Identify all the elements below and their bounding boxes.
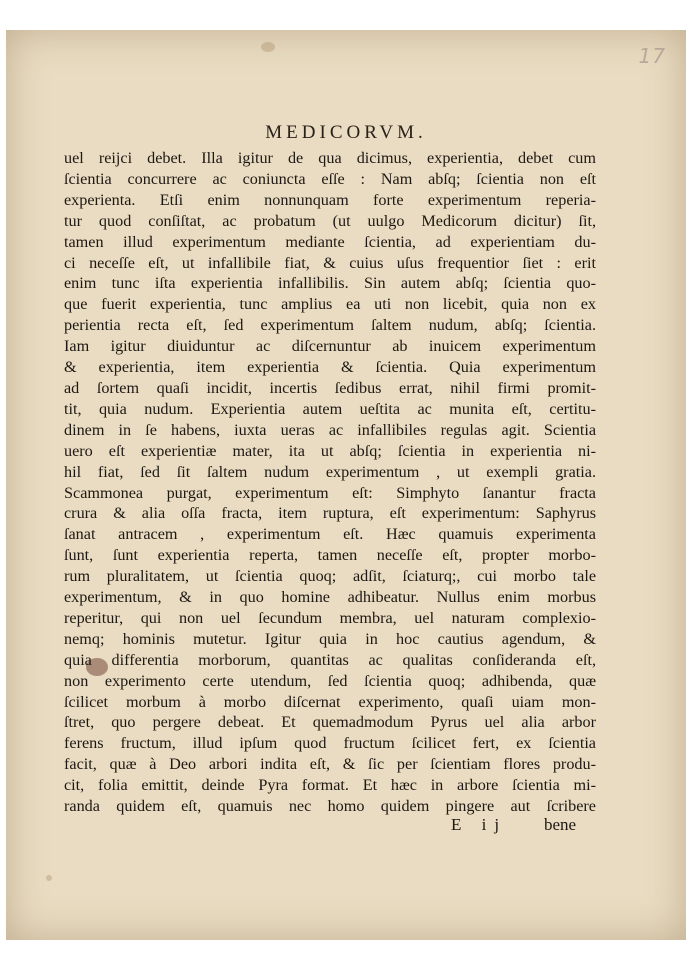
text-line: tit, quia nudum. Experientia autem ueſtita ac munita eſt, certitu- — [64, 399, 596, 418]
text-line: ad ſortem quaſi incidit, incertis ſedibus errat, nihil firmi promit- — [64, 378, 596, 397]
text-line: dinem in ſe habens, iuxta ueras ac infallibiles regulas agit. Scientia — [64, 420, 596, 439]
text-line: experimentum, & in quo homine adhibeatur. Nullus enim morbus — [64, 588, 596, 607]
text-line: perientia recta eſt, ſed experimentum ſaltem nudum, abſq; ſcientia. — [64, 316, 596, 335]
text-line: cit, folia emittit, deinde Pyra format. Et hæc in arbore ſcientia mi- — [64, 776, 596, 795]
text-line: ſcientia concurrere ac coniuncta eſſe : Nam abſq; ſcientia non eſt — [64, 169, 596, 188]
text-line: uel reijci debet. Illa igitur de qua dicimus, experientia, debet cum — [64, 149, 596, 167]
text-line: ferens fructum, illud ipſum quod fructum ſcilicet fert, ex ſcientia — [64, 734, 596, 753]
text-line: crura & alia oſſa fracta, item ruptura, eſt experimentum: Saphyrus — [64, 504, 596, 523]
catchword: bene — [544, 815, 577, 834]
text-line: que fuerit experientia, tunc amplius ea uti non licebit, quia non ex — [64, 295, 596, 314]
text-line: non experimento certe utendum, ſed ſcientia quoq; adhibenda, quæ — [64, 671, 596, 690]
text-line: ſanat antracem , experimentum eſt. Hæc quamuis experimenta — [64, 525, 596, 544]
text-line: ſunt, ſunt experientia reperta, tamen neceſſe eſt, propter morbo- — [64, 546, 596, 565]
text-line: ſcilicet morbum à morbo diſcernat experimento, quaſi uiam mon- — [64, 692, 596, 711]
text-line: experienta. Etſi enim nonnunquam forte experimentum reperia- — [64, 190, 596, 209]
text-line: Scammonea purgat, experimentum eſt: Simphyto ſanantur fracta — [64, 483, 596, 502]
text-line: randa quidem eſt, quamuis nec homo quidem pingere aut ſcribere — [64, 797, 596, 816]
text-line: ci neceſſe eſt, ut infallibile fiat, & cuius uſus frequentior ſiet : erit — [64, 253, 596, 272]
text-line: ſtret, quo pergere debeat. Et quemadmodum Pyrus uel alia arbor — [64, 713, 596, 732]
page-number: 17 — [638, 44, 666, 68]
text-line: facit, quæ à Deo arbori indita eſt, & ſic per ſcientiam flores produ- — [64, 755, 596, 774]
running-title: MEDICORVM. — [265, 122, 427, 143]
text-line: rum pluralitatem, ut ſcientia quoq; adſit, ſciaturq;, cui morbo tale — [64, 567, 596, 586]
book-page — [6, 30, 686, 940]
text-line: enim tunc iſta experientia infallibilis. Sin autem abſq; ſcientia quo- — [64, 274, 596, 293]
page-footer — [6, 815, 686, 839]
body-text — [64, 148, 596, 817]
text-line: & experientia, item experientia & ſcientia. Quia experimentum — [64, 358, 596, 377]
paper-stain — [46, 875, 52, 881]
text-line: hil fiat, ſed ſit ſaltem nudum experimentum , ut exempli gratia. — [64, 462, 596, 481]
text-line: tur quod conſiſtat, ac probatum (ut uulgo Medicorum dicitur) ſit, — [64, 211, 596, 230]
text-line: reperitur, qui non uel ſecundum membra, uel naturam complexio- — [64, 608, 596, 627]
paper-stain — [261, 42, 275, 52]
text-line: nemq; hominis mutetur. Igitur quia in hoc cautius agendum, & — [64, 629, 596, 648]
signature-mark: E ij — [451, 815, 508, 834]
text-line: uero eſt experientiæ mater, ita ut abſq; ſcientia in experientia ni- — [64, 441, 596, 460]
text-line: quia differentia morborum, quantitas ac qualitas conſideranda eſt, — [64, 650, 596, 669]
text-line: Iam igitur diuiduntur ac diſcernuntur ab inuicem experimentum — [64, 337, 596, 356]
text-line: tamen illud experimentum mediante ſcientia, ad experientiam du- — [64, 232, 596, 251]
